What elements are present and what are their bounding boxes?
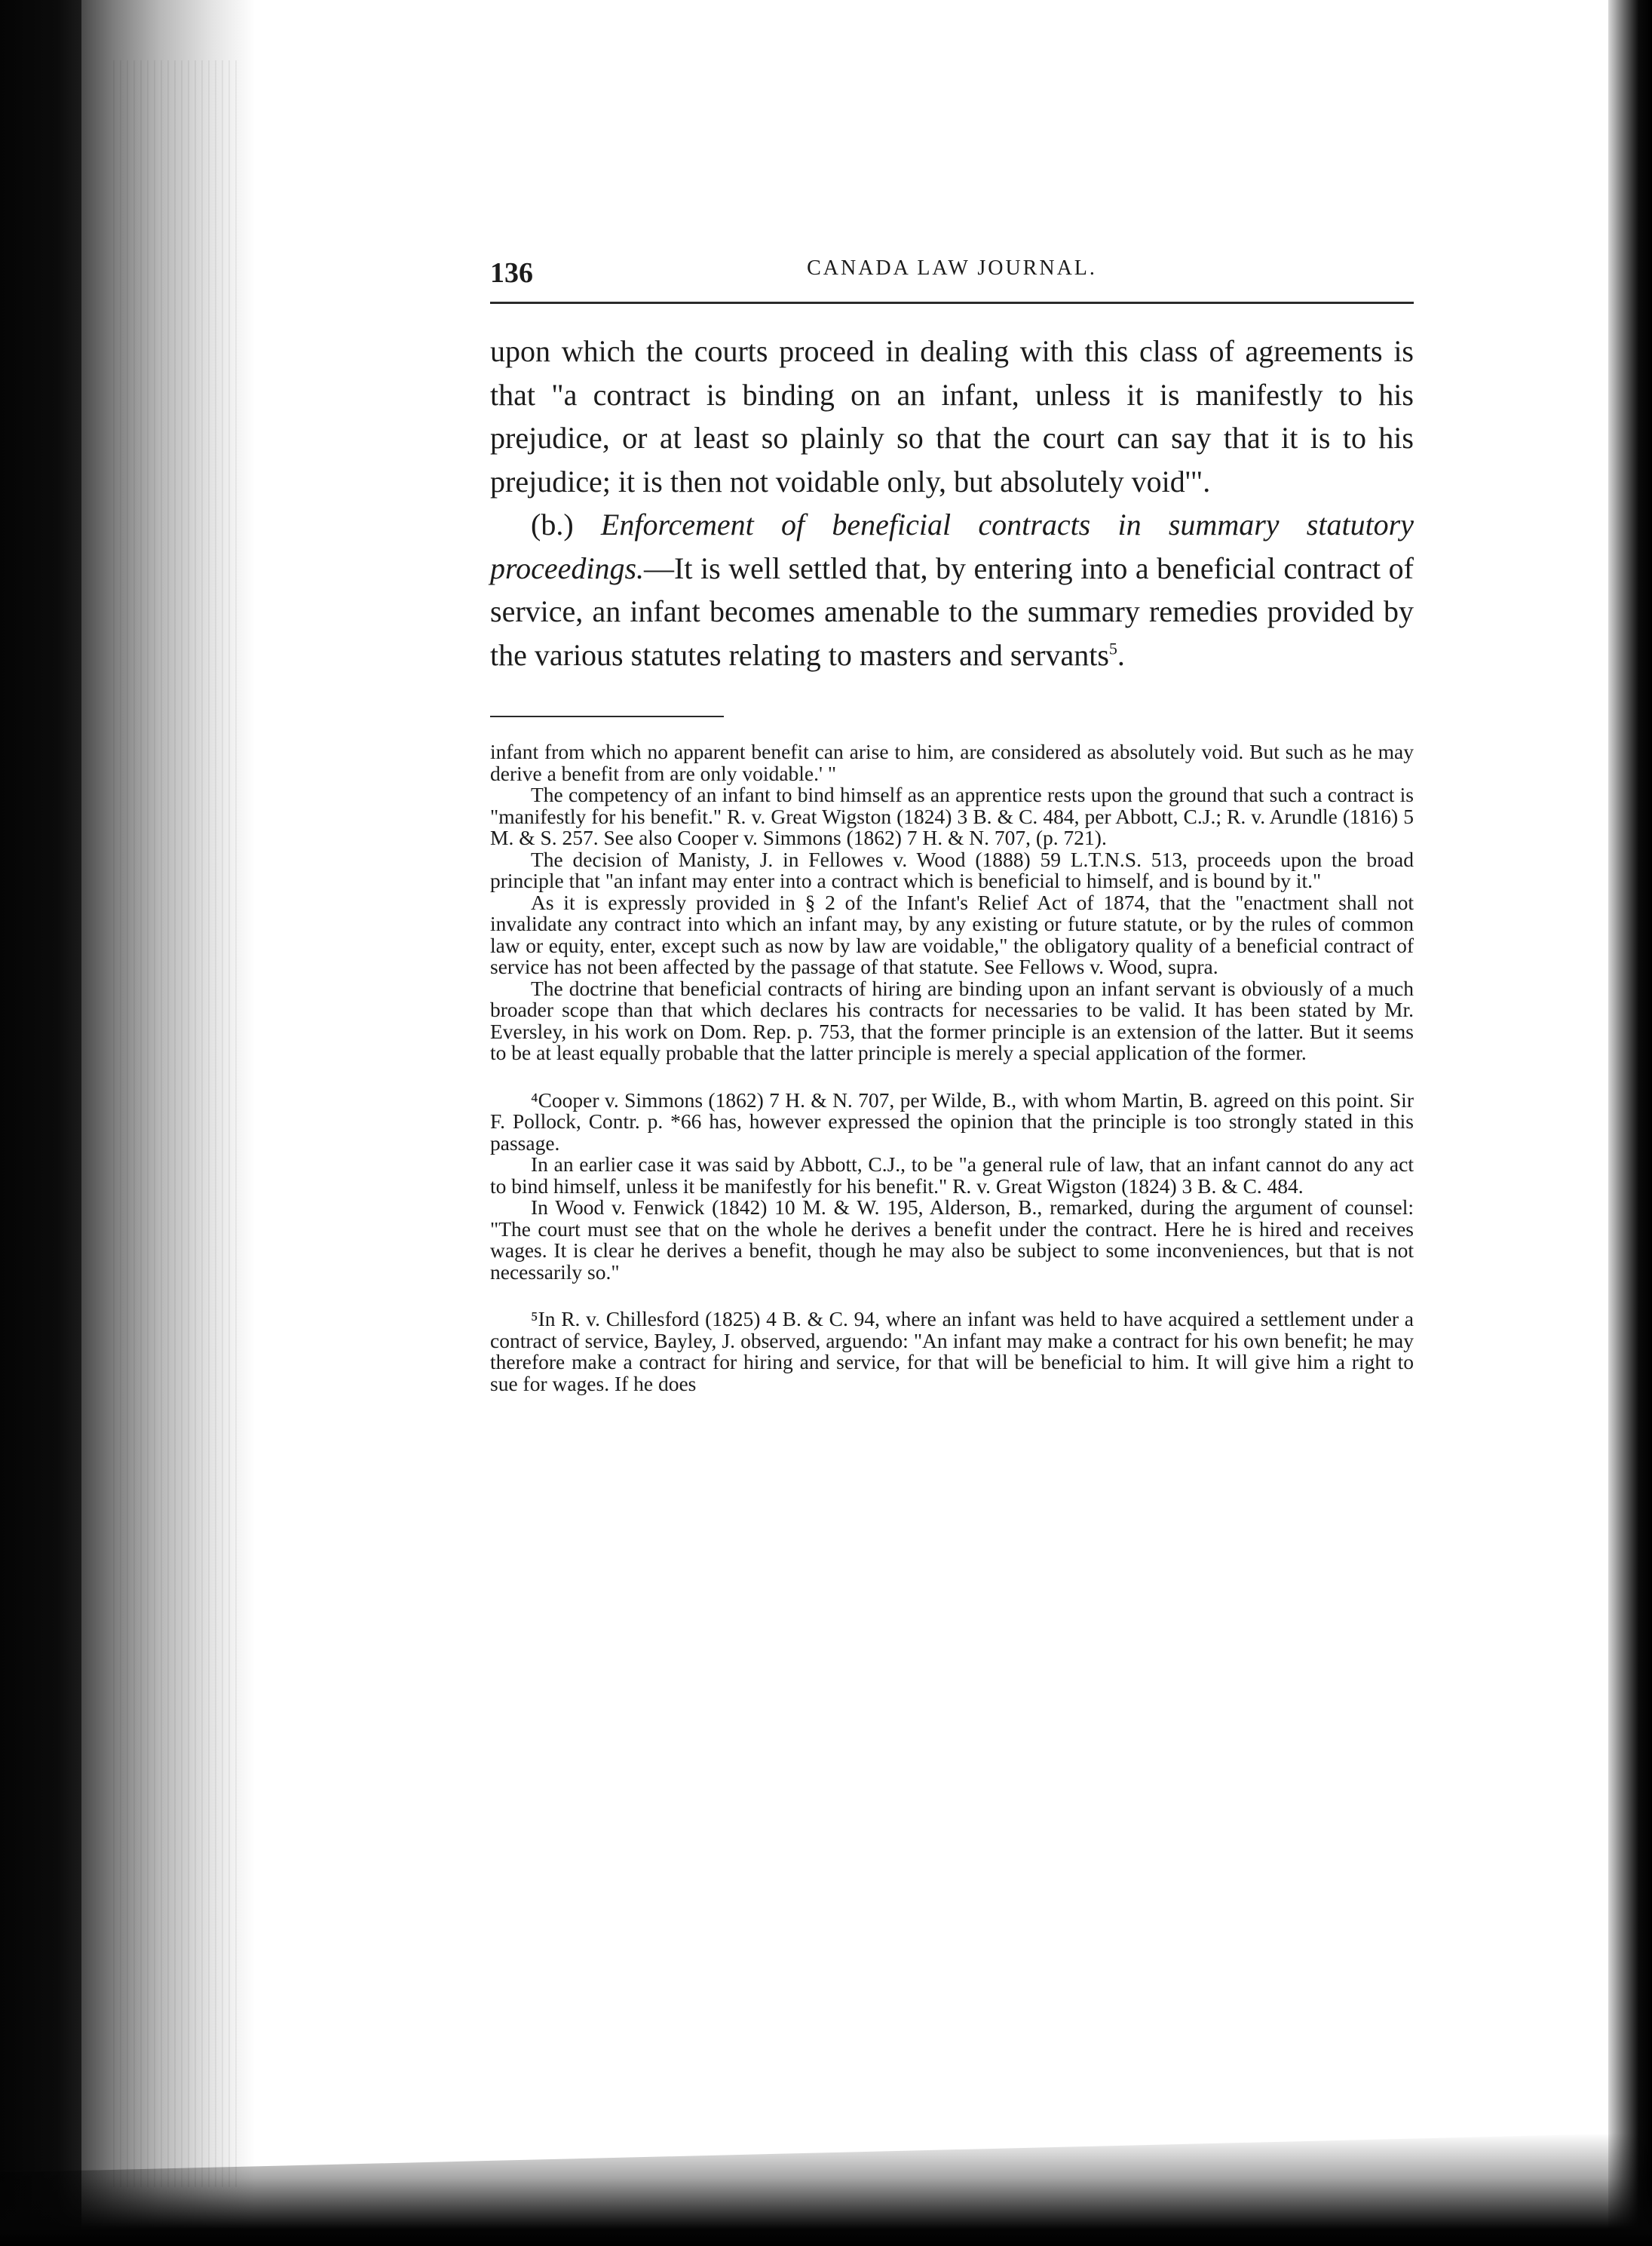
footnote-5: ⁵In R. v. Chillesford (1825) 4 B. & C. 94, where an infant was held to have acquired a settlement under a contract of service, Bayley, J. observed, arguendo: "An infant may make a contract for his own benefit; he may therefore make a contract for hiring and service, for that will be beneficial to him. It will give him a right to sue for wages. If he does bbox=[490, 1307, 1414, 1395]
footnote-continuation-2: The competency of an infant to bind himself as an apprentice rests upon the ground that such a contract is "manifestly for his benefit." R. v. Great Wigston (1824) 3 B. & C. 484, per Abbott, C.J.; R. v. Arundle (1816) 5 M. & S. 257. See also Cooper v. Simmons (1862) 7 H. & N. 707, (p. 721). bbox=[490, 783, 1414, 849]
footnote-continuation-5: The doctrine that beneficial contracts of hiring are binding upon an infant servant is obviously of a much broader scope than that which declares his contracts for necessaries to be valid. It has been stated by Mr. Eversley, in his work on Dom. Rep. p. 753, that the former principle is an extension of the latter. But it seems to be at least equally probable that the latter principle is merely a special application of the former. bbox=[490, 976, 1414, 1064]
footnote-continuation-4: As it is expressly provided in § 2 of the Infant's Relief Act of 1874, that the "enactment shall not invalidate any contract into which an infant may, by any existing or future statute, or by the rules of common law or equity, enter, except such as now by law are voidable," the obligatory quality of a beneficial contract of service has not been affected by the passage of that statute. See Fellows v. Wood, supra. bbox=[490, 890, 1414, 978]
footnote-4-para-3: In Wood v. Fenwick (1842) 10 M. & W. 195, Alderson, B., remarked, during the argument of counsel: "The court must see that on the whole he derives a benefit under the contract. Here he is hired and receives wages. It is clear he derives a benefit, though he may also be subject to some inconveniences, but that is not necessarily so." bbox=[490, 1195, 1414, 1284]
running-head bbox=[490, 256, 1414, 304]
section-end: . bbox=[1117, 637, 1125, 672]
section-text: —It is well settled that, by entering into a beneficial contract of service, an infant becomes amenable to the summary remedies provided by the various statutes relating to masters and servants bbox=[490, 551, 1414, 672]
scan-binding-shadow bbox=[0, 0, 81, 2246]
scan-right-edge bbox=[1608, 0, 1652, 2246]
page-content bbox=[490, 256, 1414, 1395]
page-number: 136 bbox=[490, 257, 533, 289]
footnotes bbox=[490, 741, 1414, 1395]
scan-gutter-streaks bbox=[113, 60, 241, 2187]
footnote-4-para-1: ⁴Cooper v. Simmons (1862) 7 H. & N. 707, per Wilde, B., with whom Martin, B. agreed on this point. Sir F. Pollock, Contr. p. *66 has, however expressed the opinion that the principle is too strongly stated in this passage. bbox=[490, 1088, 1414, 1155]
footnote-4-para-2: In an earlier case it was said by Abbott, C.J., to be "a general rule of law, that an infant cannot do any act to bind himself, unless it be manifestly for his benefit." R. v. Great Wigston (1824) 3 B. & C. 484. bbox=[490, 1152, 1414, 1198]
section-label: (b.) bbox=[531, 508, 574, 542]
footnote-marker-5: 5 bbox=[1108, 639, 1117, 658]
section-heading: Enforcement of beneficial contracts in summary statutory proceedings. bbox=[490, 508, 1414, 585]
footnote-continuation-1: infant from which no apparent benefit can arise to him, are considered as absolutely void. But such as he may derive a benefit from are only voidable.' " bbox=[490, 740, 1414, 785]
journal-title: CANADA LAW JOURNAL. bbox=[807, 256, 1097, 280]
body-paragraph-1: upon which the courts proceed in dealing with this class of agreements is that "a contract is binding on an infant, unless it is manifestly to his prejudice, or at least so plainly so that the court can say that it is to his prejudice; it is then not voidable only, but absolutely void'". bbox=[490, 334, 1414, 499]
body-paragraph-2 bbox=[490, 503, 1414, 677]
footnote-rule bbox=[490, 716, 724, 717]
footnote-continuation-3: The decision of Manisty, J. in Fellowes v. Wood (1888) 59 L.T.N.S. 513, proceeds upon the broad principle that "an infant may enter into a contract which is beneficial to himself, and is bound by it." bbox=[490, 847, 1414, 892]
